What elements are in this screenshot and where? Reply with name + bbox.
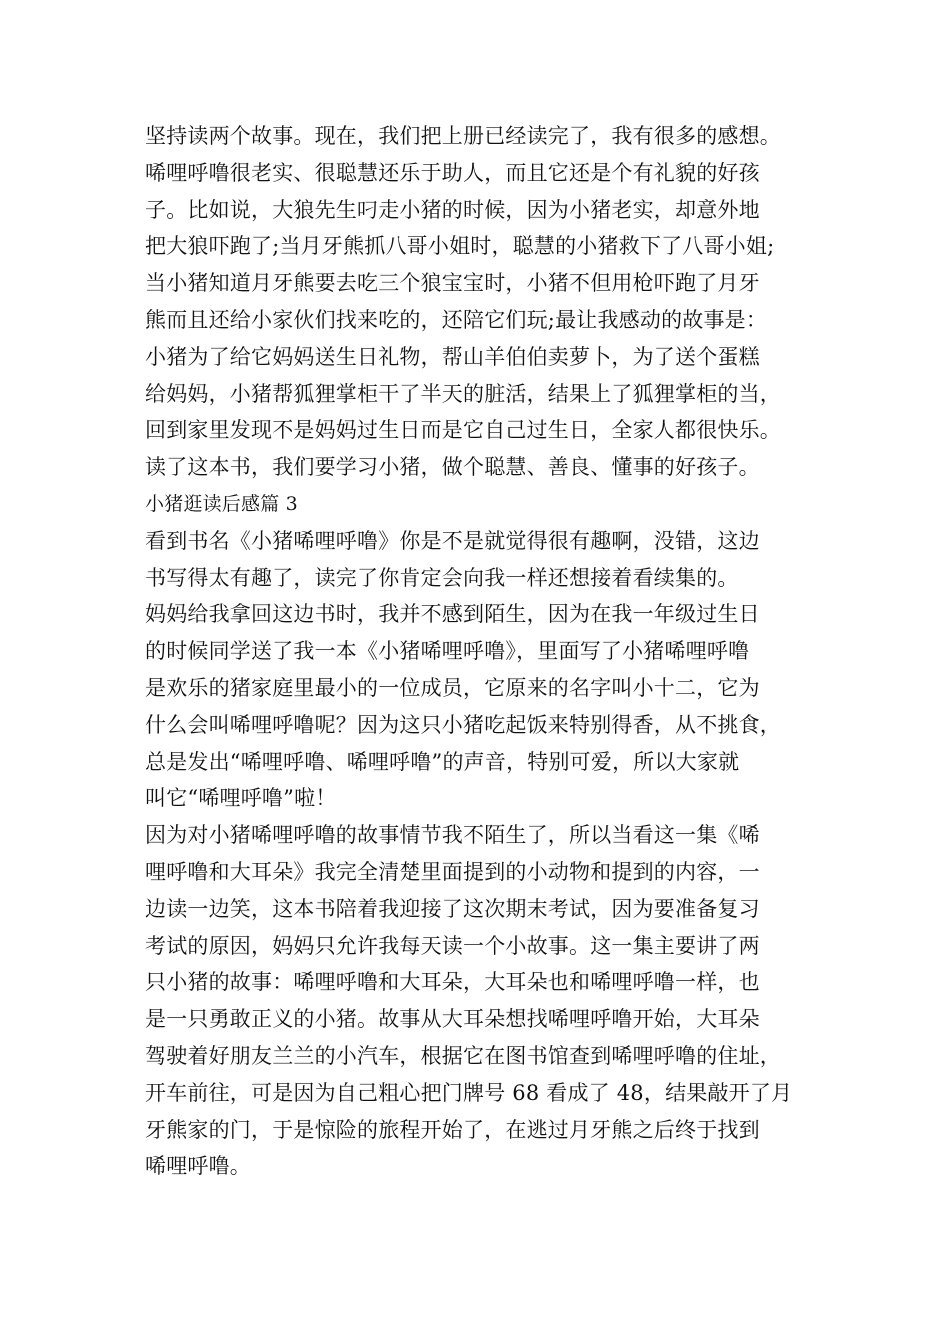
section-heading: 小猪逛读后感篇 3 <box>145 492 298 515</box>
document-body <box>145 118 835 1185</box>
text-line: 唏哩呼噜很老实、很聪慧还乐于助人，而且它还是个有礼貌的好孩 <box>145 160 760 185</box>
text-line: 唏哩呼噜。 <box>145 1154 251 1179</box>
text-line: 只小猪的故事：唏哩呼噜和大耳朵，大耳朵也和唏哩呼噜一样，也 <box>145 970 760 995</box>
text-line: 边读一边笑，这本书陪着我迎接了这次期末考试，因为要准备复习 <box>145 896 760 921</box>
text-line: 是欢乐的猪家庭里最小的一位成员，它原来的名字叫小十二，它为 <box>145 675 760 700</box>
text-line: 开车前往，可是因为自己粗心把门牌号 68 看成了 48，结果敲开了月 <box>145 1080 793 1105</box>
text-line: 哩呼噜和大耳朵》我完全清楚里面提到的小动物和提到的内容，一 <box>145 859 760 884</box>
text-line: 总是发出“唏哩呼噜、唏哩呼噜”的声音，特别可爱，所以大家就 <box>145 749 740 774</box>
text-line: 妈妈给我拿回这边书时，我并不感到陌生，因为在我一年级过生日 <box>145 602 760 627</box>
text-line: 给妈妈，小猪帮狐狸掌柜干了半天的脏活，结果上了狐狸掌柜的当， <box>145 381 781 406</box>
text-line: 子。比如说，大狼先生叼走小猪的时候，因为小猪老实，却意外地 <box>145 197 760 222</box>
text-line: 回到家里发现不是妈妈过生日而是它自己过生日，全家人都很快乐。 <box>145 418 781 443</box>
text-line: 什么会叫唏哩呼噜呢？因为这只小猪吃起饭来特别得香，从不挑食， <box>145 712 781 737</box>
text-line: 牙熊家的门，于是惊险的旅程开始了，在逃过月牙熊之后终于找到 <box>145 1117 760 1142</box>
text-line: 把大狼吓跑了;当月牙熊抓八哥小姐时，聪慧的小猪救下了八哥小姐; <box>145 234 775 259</box>
text-line: 看到书名《小猪唏哩呼噜》你是不是就觉得很有趣啊，没错，这边 <box>145 528 760 553</box>
text-line: 坚持读两个故事。现在，我们把上册已经读完了，我有很多的感想。 <box>145 124 781 148</box>
text-line: 读了这本书，我们要学习小猪，做个聪慧、善良、懂事的好孩子。 <box>145 455 760 480</box>
text-line: 书写得太有趣了，读完了你肯定会向我一样还想接着看续集的。 <box>145 565 739 590</box>
text-line: 驾驶着好朋友兰兰的小汽车，根据它在图书馆查到唏哩呼噜的住址， <box>145 1043 781 1068</box>
text-line: 因为对小猪唏哩呼噜的故事情节我不陌生了，所以当看这一集《唏 <box>145 823 760 848</box>
text-line: 小猪为了给它妈妈送生日礼物，帮山羊伯伯卖萝卜，为了送个蛋糕 <box>145 344 760 369</box>
text-line: 是一只勇敢正义的小猪。故事从大耳朵想找唏哩呼噜开始，大耳朵 <box>145 1007 760 1032</box>
text-line: 熊而且还给小家伙们找来吃的，还陪它们玩;最让我感动的故事是： <box>145 307 768 332</box>
text-line: 考试的原因，妈妈只允许我每天读一个小故事。这一集主要讲了两 <box>145 933 760 958</box>
text-line: 的时候同学送了我一本《小猪唏哩呼噜》，里面写了小猪唏哩呼噜 <box>145 639 750 664</box>
text-line: 当小猪知道月牙熊要去吃三个狼宝宝时，小猪不但用枪吓跑了月牙 <box>145 271 760 296</box>
text-line: 叫它“唏哩呼噜”啦！ <box>145 786 337 811</box>
